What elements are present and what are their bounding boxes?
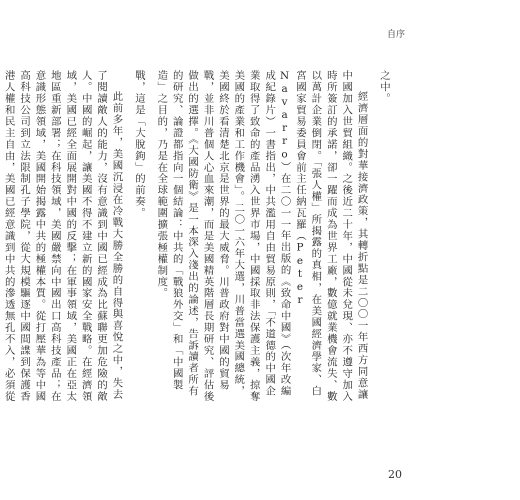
running-head: 自序: [386, 30, 405, 40]
paragraph: 戰，這是「大脫鉤」的前奏。: [132, 70, 145, 219]
body-text: [2, 70, 398, 405]
page-number: 20: [388, 468, 402, 481]
paragraph: 之中。: [378, 70, 390, 105]
paragraph: 此前多年，美國沉浸在冷戰大勝全勝的自得與喜悅之中，失去了閱讀敵人的能力，沒有意識到中國已經成為比蘇聯更加危險的敵人。中國的崛起，讓美國不得不建立新的國家安全戰略。在經濟領域，美國已經全面展開對中國的反擊；在軍事領域，美國正在亞太地區重新部署；在科技領域，美國嚴禁向中國出口高科技產品；在意識形態領域，美國開始揭露中共的極權本質。從打壓華為等中國高科技公司到立法限制孔子學院，從大規模驅逐中國間諜到保護香港人權和民主自由，美國已經意識到中共的滲透無孔不入，必須從: [2, 70, 123, 403]
paragraph: 經濟層面的對華接濟政策，其轉折點是二〇〇一年西方同意讓中國加入世貿組織。之後近二十年，中國從未兌現、亦不遵守加入時所簽訂的承諾，卻一躍而成為世界工廠，數億就業機會流失、數以萬計企業倒閉。「張人權」所揭露的真相，在美國經濟學家、白宮國家貿易委員會前主任納瓦羅（Peter Navarro）在二〇一一年出版的《致命中國》（次年改編成紀錄片）一書指出，中共濫用自由貿易原則，「不道德的中國企業取得了致命的產品湧入世界市場，中國採取非法保護主義，掠奪美國的產業和工作機會」。二〇一六年大選，川普當選美國總統，美國終於看清楚北京是世界的最大威脅。川普政府對中國的貿易戰，並非川普個人心血來潮，而是美國精英階層長期研究、評估後做出的選擇。《大國防衛》是一本深入淺出的論述，告訴讀者所有的研究、論證都指向一個結論：中共的「戰狼外交」和「中國製造」之目的，乃是在全球範圍擴張極權制度。: [155, 70, 368, 403]
